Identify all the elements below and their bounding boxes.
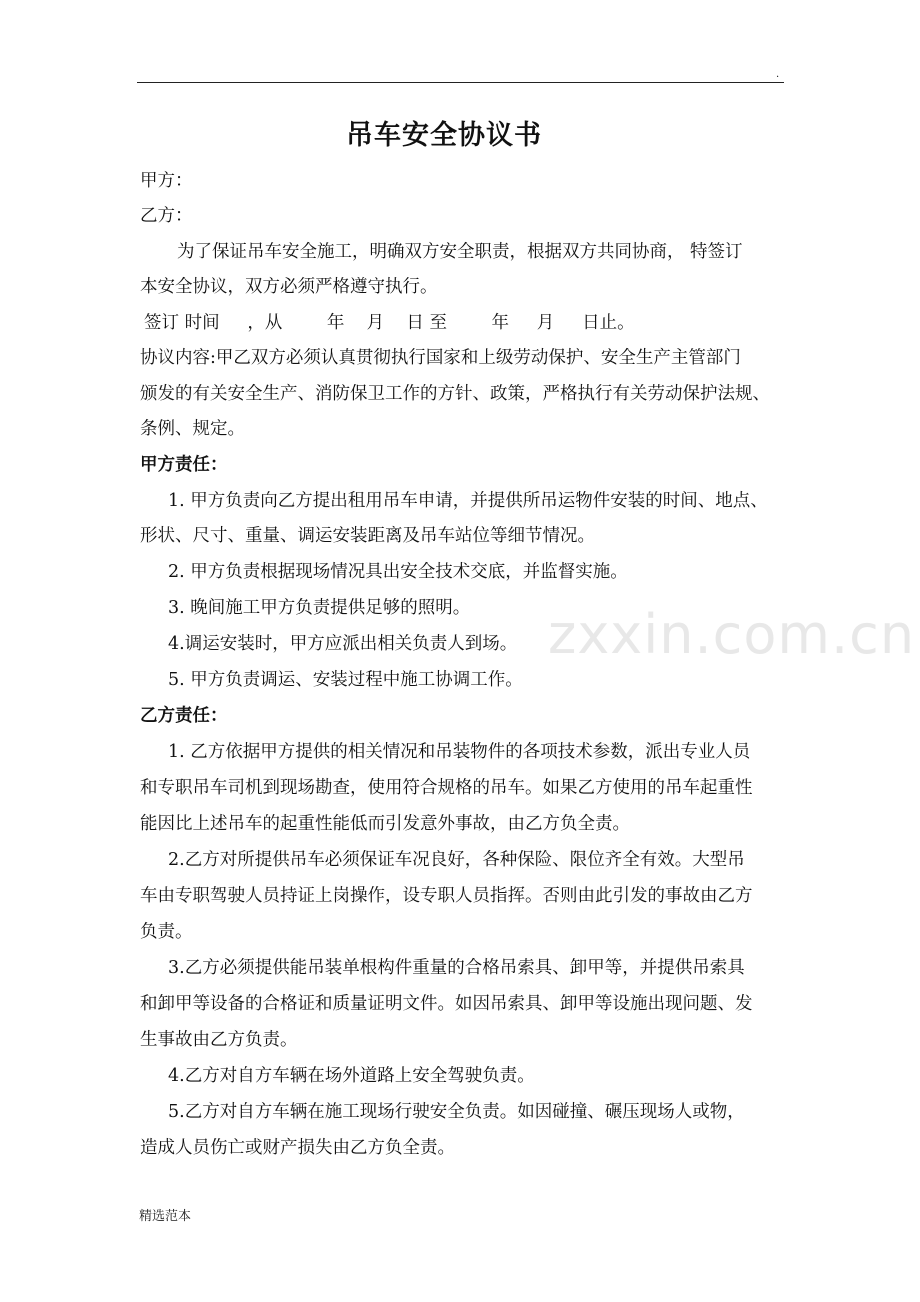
party-a-item-2: 2. 甲方负责根据现场情况具出安全技术交底，并监督实施。: [168, 562, 628, 582]
party-a-item-1-line-1: 1. 甲方负责向乙方提出租用吊车申请，并提供所吊运物件安装的时间、地点、: [168, 491, 768, 511]
party-b-heading: 乙方责任：: [140, 706, 228, 726]
party-b-item-2-line-2: 车由专职驾驶人员持证上岗操作，设专职人员指挥。否则由此引发的事故由乙方: [140, 886, 753, 906]
party-a-item-4: 4.调运安装时，甲方应派出相关负责人到场。: [168, 634, 518, 654]
content-line-3: 条例、规定。: [140, 419, 245, 439]
party-b-item-1-line-3: 能因比上述吊车的起重性能低而引发意外事故，由乙方负全责。: [140, 814, 630, 834]
header-rule: [137, 82, 784, 83]
party-b-item-3-line-2: 和卸甲等设备的合格证和质量证明文件。如因吊索具、卸甲等设施出现问题、发: [140, 994, 753, 1014]
document-title: 吊车安全协议书: [346, 120, 542, 151]
signing-time: 签订 时间 ，从 年 月 日 至 年 月 日止。: [144, 313, 635, 333]
intro-line-2: 本安全协议，双方必须严格遵守执行。: [140, 277, 438, 297]
content-line-1: 协议内容:甲乙双方必须认真贯彻执行国家和上级劳动保护、安全生产主管部门: [140, 348, 741, 368]
intro-line-1: 为了保证吊车安全施工，明确双方安全职责，根据双方共同协商， 特签订: [177, 242, 743, 262]
header-mark: .: [776, 69, 780, 80]
party-b-item-3-line-1: 3.乙方必须提供能吊装单根构件重量的合格吊索具、卸甲等，并提供吊索具: [168, 958, 745, 978]
party-a-label: 甲方：: [140, 171, 193, 191]
footer-label: 精选范本: [139, 1209, 192, 1224]
party-b-item-5-line-1: 5.乙方对自方车辆在施工现场行驶安全负责。如因碰撞、碾压现场人或物，: [168, 1102, 745, 1122]
party-a-item-3: 3. 晚间施工甲方负责提供足够的照明。: [168, 598, 471, 618]
party-a-item-5: 5. 甲方负责调运、安装过程中施工协调工作。: [168, 670, 523, 690]
party-b-item-4: 4.乙方对自方车辆在场外道路上安全驾驶负责。: [168, 1066, 535, 1086]
party-b-item-1-line-2: 和专职吊车司机到现场勘查，使用符合规格的吊车。如果乙方使用的吊车起重性: [140, 778, 753, 798]
party-a-heading: 甲方责任：: [140, 455, 228, 475]
party-b-item-2-line-3: 负责。: [140, 922, 193, 942]
party-a-item-1-line-2: 形状、尺寸、重量、调运安装距离及吊车站位等细节情况。: [140, 526, 595, 546]
party-b-item-5-line-2: 造成人员伤亡或财产损失由乙方负全责。: [140, 1138, 455, 1158]
party-b-item-3-line-3: 生事故由乙方负责。: [140, 1030, 298, 1050]
watermark: zxxin.com.cn: [548, 603, 916, 666]
content-line-2: 颁发的有关安全生产、消防保卫工作的方针、政策，严格执行有关劳动保护法规、: [140, 384, 770, 404]
party-b-item-2-line-1: 2.乙方对所提供吊车必须保证车况良好，各种保险、限位齐全有效。大型吊: [168, 850, 745, 870]
party-b-item-1-line-1: 1. 乙方依据甲方提供的相关情况和吊装物件的各项技术参数，派出专业人员: [168, 742, 751, 762]
party-b-label: 乙方：: [140, 206, 193, 226]
